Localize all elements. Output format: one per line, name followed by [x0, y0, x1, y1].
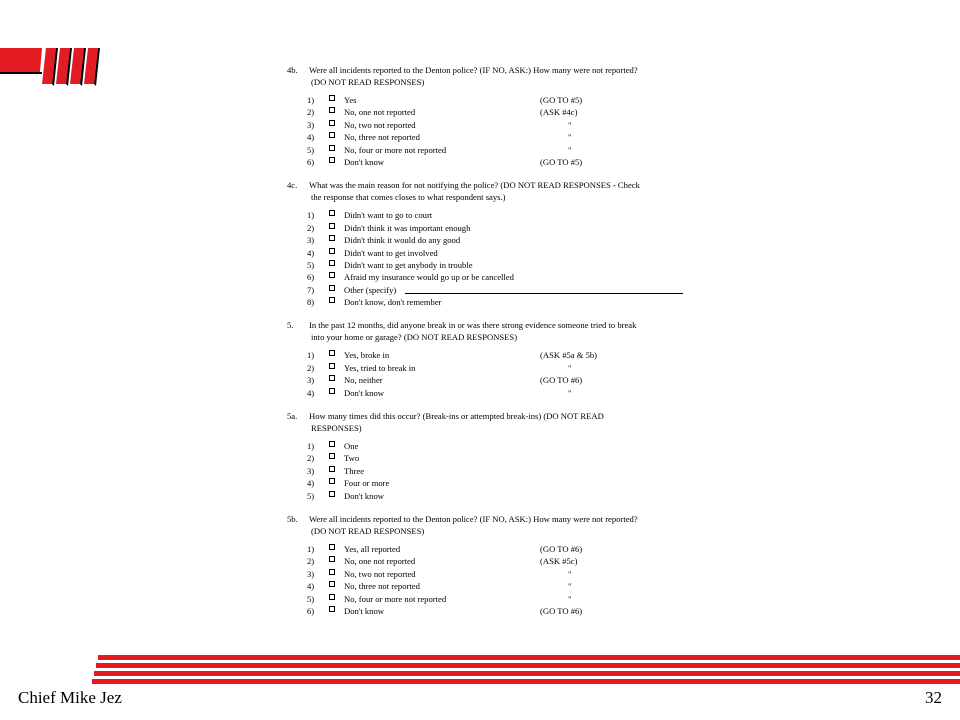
specify-line	[405, 293, 683, 294]
skip-instruction: (GO TO #5)	[540, 156, 583, 167]
skip-instruction: "	[568, 593, 572, 604]
skip-instruction: "	[568, 132, 572, 143]
option-number: 3)	[307, 119, 315, 130]
question-number: 5a.	[287, 411, 298, 422]
option-row	[287, 234, 677, 246]
option-row	[287, 259, 677, 271]
option-row	[287, 543, 677, 555]
option-label: No, four or more not reported	[344, 144, 447, 155]
checkbox-icon	[329, 544, 335, 550]
option-row	[287, 144, 677, 156]
option-label: Yes, broke in	[344, 350, 390, 361]
option-number: 3)	[307, 465, 315, 476]
option-label: Don't know	[344, 156, 384, 167]
option-number: 8)	[307, 297, 315, 308]
checkbox-icon	[329, 132, 335, 138]
option-row	[287, 222, 677, 234]
checkbox-icon	[329, 95, 335, 101]
option-label: Didn't want to get anybody in trouble	[344, 259, 473, 270]
question-5a	[287, 410, 677, 502]
option-number: 4)	[307, 478, 315, 489]
question-number: 5b.	[287, 513, 298, 524]
logo-stripes-icon	[0, 42, 104, 90]
option-row	[287, 131, 677, 143]
option-row	[287, 452, 677, 464]
question-instruction: (DO NOT READ RESPONSES)	[311, 525, 425, 536]
question-number: 4b.	[287, 65, 298, 75]
skip-instruction: (GO TO #6)	[540, 605, 583, 616]
checkbox-icon	[329, 556, 335, 562]
option-row	[287, 362, 677, 374]
option-row	[287, 477, 677, 489]
checkbox-icon	[329, 581, 335, 587]
question-number: 4c.	[287, 180, 298, 191]
skip-instruction: "	[568, 362, 572, 373]
checkbox-icon	[329, 157, 335, 163]
option-label: No, one not reported	[344, 107, 416, 118]
skip-instruction: (ASK #5c)	[540, 556, 578, 567]
footer-stripes-icon	[90, 655, 960, 685]
option-row	[287, 568, 677, 580]
option-number: 6)	[307, 156, 315, 167]
presenter-name: Chief Mike Jez	[18, 688, 122, 707]
question-text: Were all incidents reported to the Denton police? (IF NO, ASK:) How many were not reported?	[309, 65, 638, 75]
checkbox-icon	[329, 453, 335, 459]
checkbox-icon	[329, 363, 335, 369]
option-row	[287, 605, 677, 617]
option-number: 5)	[307, 593, 315, 604]
skip-instruction: "	[568, 568, 572, 579]
option-number: 7)	[307, 284, 315, 295]
question-text: In the past 12 months, did anyone break in or was there strong evidence someone tried to break	[309, 320, 637, 331]
option-row	[287, 440, 677, 452]
option-row	[287, 465, 677, 477]
survey-document	[287, 64, 677, 617]
question-header	[287, 319, 677, 343]
checkbox-icon	[329, 606, 335, 612]
option-number: 2)	[307, 362, 315, 373]
page-number: 32	[925, 688, 942, 707]
checkbox-icon	[329, 260, 335, 266]
option-label: Don't know	[344, 490, 384, 501]
option-list	[287, 209, 677, 308]
checkbox-icon	[329, 388, 335, 394]
option-row	[287, 490, 677, 502]
option-row	[287, 94, 677, 106]
option-number: 3)	[307, 375, 315, 386]
question-list	[287, 64, 677, 617]
option-row	[287, 106, 677, 118]
option-number: 3)	[307, 235, 315, 246]
option-row	[287, 296, 677, 308]
option-row	[287, 555, 677, 567]
option-label: Four or more	[344, 478, 390, 489]
option-number: 2)	[307, 556, 315, 567]
option-number: 4)	[307, 132, 315, 143]
option-label: Yes, all reported	[344, 543, 401, 554]
option-number: 1)	[307, 95, 315, 105]
option-label: Yes, tried to break in	[344, 362, 416, 373]
option-label: Don't know	[344, 387, 384, 398]
option-label: No, one not reported	[344, 556, 416, 567]
question-text: How many times did this occur? (Break-ins or attempted break-ins) (DO NOT READ	[309, 411, 604, 422]
option-number: 2)	[307, 107, 315, 118]
checkbox-icon	[329, 569, 335, 575]
option-label: Didn't think it was important enough	[344, 222, 471, 233]
question-4c	[287, 179, 677, 308]
option-row	[287, 580, 677, 592]
option-row	[287, 209, 677, 221]
option-number: 5)	[307, 259, 315, 270]
question-instruction: into your home or garage? (DO NOT READ RESPONSES)	[311, 332, 518, 343]
option-label: No, four or more not reported	[344, 593, 447, 604]
checkbox-icon	[329, 145, 335, 151]
checkbox-icon	[329, 272, 335, 278]
checkbox-icon	[329, 223, 335, 229]
option-number: 1)	[307, 210, 315, 221]
checkbox-icon	[329, 235, 335, 241]
option-list	[287, 94, 677, 168]
option-label: Didn't want to get involved	[344, 247, 438, 258]
option-row	[287, 119, 677, 131]
option-label: No, neither	[344, 375, 383, 386]
checkbox-icon	[329, 491, 335, 497]
option-number: 5)	[307, 490, 315, 501]
option-row	[287, 271, 677, 283]
option-row	[287, 349, 677, 361]
skip-instruction: (GO TO #6)	[540, 375, 583, 386]
checkbox-icon	[329, 210, 335, 216]
option-label: Don't know, don't remember	[344, 297, 442, 308]
option-number: 1)	[307, 441, 315, 452]
option-row	[287, 593, 677, 605]
skip-instruction: "	[568, 119, 572, 130]
checkbox-icon	[329, 375, 335, 381]
option-label: No, two not reported	[344, 568, 416, 579]
checkbox-icon	[329, 350, 335, 356]
option-list	[287, 543, 677, 617]
checkbox-icon	[329, 285, 335, 291]
question-instruction: the response that comes closes to what respondent says.)	[311, 192, 506, 203]
checkbox-icon	[329, 120, 335, 126]
option-number: 2)	[307, 222, 315, 233]
skip-instruction: (GO TO #6)	[540, 543, 583, 554]
question-header	[287, 410, 677, 434]
option-label: Don't know	[344, 605, 384, 616]
option-label: No, two not reported	[344, 119, 416, 130]
option-label: Other (specify)	[344, 284, 397, 295]
skip-instruction: (ASK #4c)	[540, 107, 578, 118]
option-number: 4)	[307, 581, 315, 592]
checkbox-icon	[329, 466, 335, 472]
option-row	[287, 387, 677, 399]
option-number: 2)	[307, 453, 315, 464]
option-number: 6)	[307, 272, 315, 283]
option-label: No, three not reported	[344, 132, 420, 143]
checkbox-icon	[329, 441, 335, 447]
option-label: Two	[344, 453, 360, 464]
question-4b	[287, 64, 677, 168]
option-number: 1)	[307, 543, 315, 554]
skip-instruction: "	[568, 144, 572, 155]
option-number: 1)	[307, 350, 315, 361]
checkbox-icon	[329, 297, 335, 303]
option-number: 6)	[307, 605, 315, 616]
option-row	[287, 284, 677, 296]
checkbox-icon	[329, 478, 335, 484]
skip-instruction: "	[568, 387, 572, 398]
checkbox-icon	[329, 107, 335, 113]
option-number: 3)	[307, 568, 315, 579]
option-number: 5)	[307, 144, 315, 155]
option-row	[287, 374, 677, 386]
question-instruction: (DO NOT READ RESPONSES)	[311, 77, 425, 87]
option-list	[287, 349, 677, 399]
option-list	[287, 440, 677, 502]
option-number: 4)	[307, 247, 315, 258]
option-label: Didn't want to go to court	[344, 210, 433, 221]
option-label: No, three not reported	[344, 581, 420, 592]
option-number: 4)	[307, 387, 315, 398]
skip-instruction: (ASK #5a & 5b)	[540, 350, 598, 361]
option-label: One	[344, 441, 359, 452]
question-5b	[287, 513, 677, 617]
question-number: 5.	[287, 320, 294, 331]
checkbox-icon	[329, 248, 335, 254]
skip-instruction: (GO TO #5)	[540, 95, 583, 105]
option-label: Afraid my insurance would go up or be cancelled	[344, 272, 514, 283]
option-row	[287, 247, 677, 259]
question-instruction: RESPONSES)	[311, 423, 362, 434]
question-header	[287, 513, 677, 537]
skip-instruction: "	[568, 581, 572, 592]
option-label: Didn't think it would do any good	[344, 235, 461, 246]
question-text: What was the main reason for not notifying the police? (DO NOT READ RESPONSES - Check	[309, 180, 640, 191]
checkbox-icon	[329, 594, 335, 600]
question-header	[287, 179, 677, 203]
option-label: Three	[344, 465, 365, 476]
question-5	[287, 319, 677, 399]
question-text: Were all incidents reported to the Denton police? (IF NO, ASK:) How many were not reported?	[309, 513, 638, 524]
question-header	[287, 64, 677, 88]
option-row	[287, 156, 677, 168]
option-label: Yes	[344, 95, 357, 105]
